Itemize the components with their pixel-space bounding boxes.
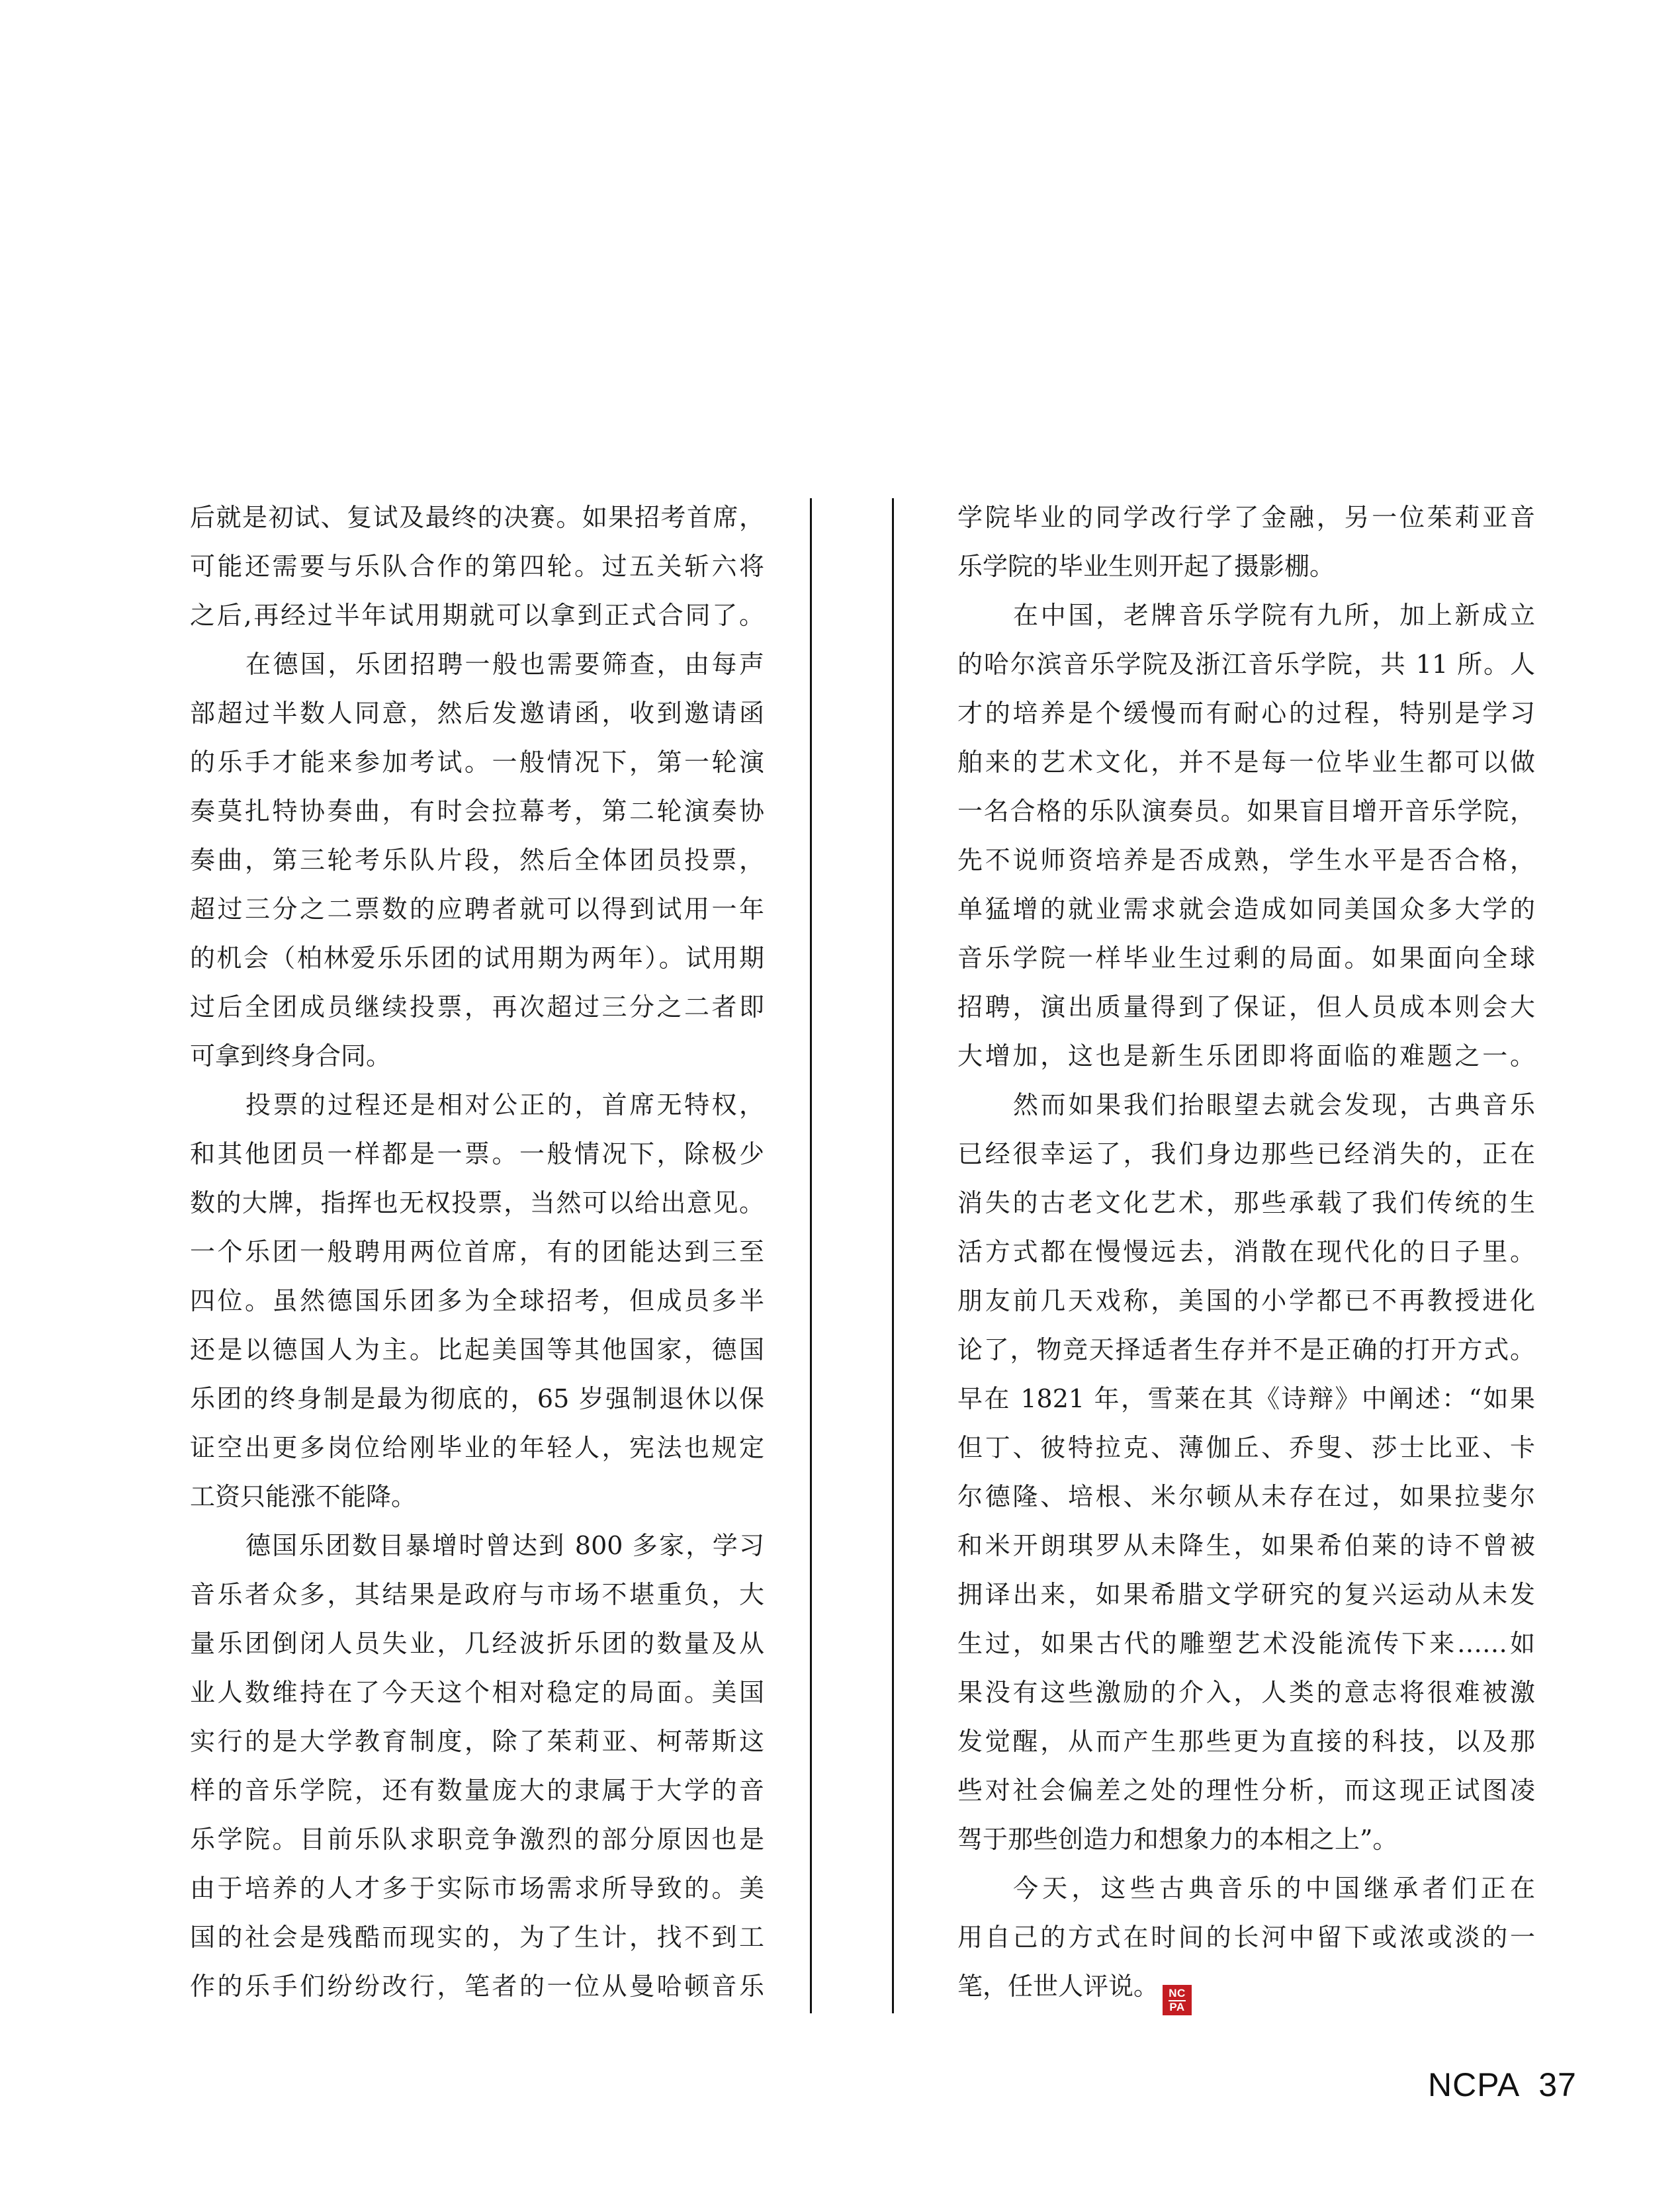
text-line: 消失的古老文化艺术，那些承载了我们传统的生 xyxy=(957,1188,1535,1217)
text-line: 和其他团员一样都是一票。一般情况下，除极少 xyxy=(190,1139,764,1168)
text-line: 尔德隆、培根、米尔顿从未存在过，如果拉斐尔 xyxy=(957,1482,1535,1511)
text-line: 量乐团倒闭人员失业，几经波折乐团的数量及从 xyxy=(190,1629,764,1658)
text-line: 国的社会是残酷而现实的，为了生计，找不到工 xyxy=(190,1923,764,1952)
text-line: 的哈尔滨音乐学院及浙江音乐学院，共 11 所。人 xyxy=(957,650,1535,679)
ncpa-seal-bottom-text: PA xyxy=(1169,2000,1185,2013)
text-line: 在德国，乐团招聘一般也需要筛查，由每声 xyxy=(245,650,764,679)
text-line: 早在 1821 年，雪莱在其《诗辩》中阐述：“如果 xyxy=(957,1384,1535,1413)
text-line: 工资只能涨不能降。 xyxy=(190,1482,417,1511)
text-line: 可拿到终身合同。 xyxy=(190,1041,392,1071)
text-line: 部超过半数人同意，然后发邀请函，收到邀请函 xyxy=(190,699,764,728)
text-line: 已经很幸运了，我们身边那些已经消失的，正在 xyxy=(957,1139,1535,1168)
text-line: 四位。虽然德国乐团多为全球招考，但成员多半 xyxy=(190,1286,764,1315)
text-line: 发觉醒，从而产生那些更为直接的科技，以及那 xyxy=(957,1727,1535,1756)
text-line: 舶来的艺术文化，并不是每一位毕业生都可以做 xyxy=(957,748,1535,777)
text-line: 在中国，老牌音乐学院有九所，加上新成立 xyxy=(1013,601,1535,630)
ncpa-seal-icon xyxy=(1163,1985,1192,2015)
text-line: 驾于那些创造力和想象力的本相之上”。 xyxy=(957,1825,1398,1854)
text-line: 后就是初试、复试及最终的决赛。如果招考首席， xyxy=(190,503,764,532)
text-line: 作的乐手们纷纷改行，笔者的一位从曼哈顿音乐 xyxy=(190,1972,764,2001)
text-line: 业人数维持在了今天这个相对稳定的局面。美国 xyxy=(190,1678,764,1707)
text-line: 些对社会偏差之处的理性分析，而这现正试图凌 xyxy=(957,1776,1535,1805)
text-line: 论了，物竞天择适者生存并不是正确的打开方式。 xyxy=(957,1335,1535,1364)
text-line: 奏莫扎特协奏曲，有时会拉幕考，第二轮演奏协 xyxy=(190,797,764,826)
text-line: 投票的过程还是相对公正的，首席无特权， xyxy=(245,1090,764,1119)
text-line: 还是以德国人为主。比起美国等其他国家，德国 xyxy=(190,1335,764,1364)
text-line: 活方式都在慢慢远去，消散在现代化的日子里。 xyxy=(957,1237,1535,1266)
text-line: 乐学院的毕业生则开起了摄影棚。 xyxy=(957,552,1335,581)
column-divider-line xyxy=(810,498,812,2013)
text-line: 可能还需要与乐队合作的第四轮。过五关斩六将 xyxy=(190,552,764,581)
text-line: 招聘，演出质量得到了保证，但人员成本则会大 xyxy=(957,992,1535,1022)
ncpa-seal-top-text: NC xyxy=(1169,1988,1186,2001)
text-line: 由于培养的人才多于实际市场需求所导致的。美 xyxy=(190,1874,764,1903)
column-divider-line xyxy=(892,498,894,2013)
text-line: 用自己的方式在时间的长河中留下或浓或淡的一 xyxy=(957,1923,1535,1952)
text-line: 先不说师资培养是否成熟，学生水平是否合格， xyxy=(957,846,1535,875)
text-line: 笔，任世人评说。 xyxy=(957,1972,1159,2001)
text-line: 之后,再经过半年试用期就可以拿到正式合同了。 xyxy=(190,601,764,630)
text-line: 一名合格的乐队演奏员。如果盲目增开音乐学院， xyxy=(957,797,1535,826)
text-line: 单猛增的就业需求就会造成如同美国众多大学的 xyxy=(957,895,1535,924)
text-line: 和米开朗琪罗从未降生，如果希伯莱的诗不曾被 xyxy=(957,1531,1535,1560)
text-line: 的乐手才能来参加考试。一般情况下，第一轮演 xyxy=(190,748,764,777)
text-line: 一个乐团一般聘用两位首席，有的团能达到三至 xyxy=(190,1237,764,1266)
page-number: NCPA 37 xyxy=(1428,2066,1577,2103)
text-line: 德国乐团数目暴增时曾达到 800 多家，学习 xyxy=(245,1531,764,1560)
article-column-left xyxy=(190,493,764,2011)
text-line: 生过，如果古代的雕塑艺术没能流传下来……如 xyxy=(957,1629,1535,1658)
text-line: 的机会（柏林爱乐乐团的试用期为两年）。试用期 xyxy=(190,943,764,973)
text-line: 拥译出来，如果希腊文学研究的复兴运动从未发 xyxy=(957,1580,1535,1609)
text-line: 数的大牌，指挥也无权投票，当然可以给出意见。 xyxy=(190,1188,764,1217)
text-line: 音乐学院一样毕业生过剩的局面。如果面向全球 xyxy=(957,943,1535,973)
text-line: 今天，这些古典音乐的中国继承者们正在 xyxy=(1013,1874,1535,1903)
text-line: 大增加，这也是新生乐团即将面临的难题之一。 xyxy=(957,1041,1535,1071)
text-line: 实行的是大学教育制度，除了茱莉亚、柯蒂斯这 xyxy=(190,1727,764,1756)
text-line: 才的培养是个缓慢而有耐心的过程，特别是学习 xyxy=(957,699,1535,728)
text-line: 奏曲，第三轮考乐队片段，然后全体团员投票， xyxy=(190,846,764,875)
article-column-right xyxy=(957,493,1535,2011)
text-line: 学院毕业的同学改行学了金融，另一位茱莉亚音 xyxy=(957,503,1535,532)
text-line: 证空出更多岗位给刚毕业的年轻人，宪法也规定 xyxy=(190,1433,764,1462)
text-line: 朋友前几天戏称，美国的小学都已不再教授进化 xyxy=(957,1286,1535,1315)
text-line: 乐学院。目前乐队求职竞争激烈的部分原因也是 xyxy=(190,1825,764,1854)
text-line: 果没有这些激励的介入，人类的意志将很难被激 xyxy=(957,1678,1535,1707)
text-line: 样的音乐学院，还有数量庞大的隶属于大学的音 xyxy=(190,1776,764,1805)
text-line: 乐团的终身制是最为彻底的，65 岁强制退休以保 xyxy=(190,1384,764,1413)
text-line: 但丁、彼特拉克、薄伽丘、乔叟、莎士比亚、卡 xyxy=(957,1433,1535,1462)
text-line: 超过三分之二票数的应聘者就可以得到试用一年 xyxy=(190,895,764,924)
text-line: 过后全团成员继续投票，再次超过三分之二者即 xyxy=(190,992,764,1022)
text-line: 然而如果我们抬眼望去就会发现，古典音乐 xyxy=(1013,1090,1535,1119)
text-line: 音乐者众多，其结果是政府与市场不堪重负，大 xyxy=(190,1580,764,1609)
